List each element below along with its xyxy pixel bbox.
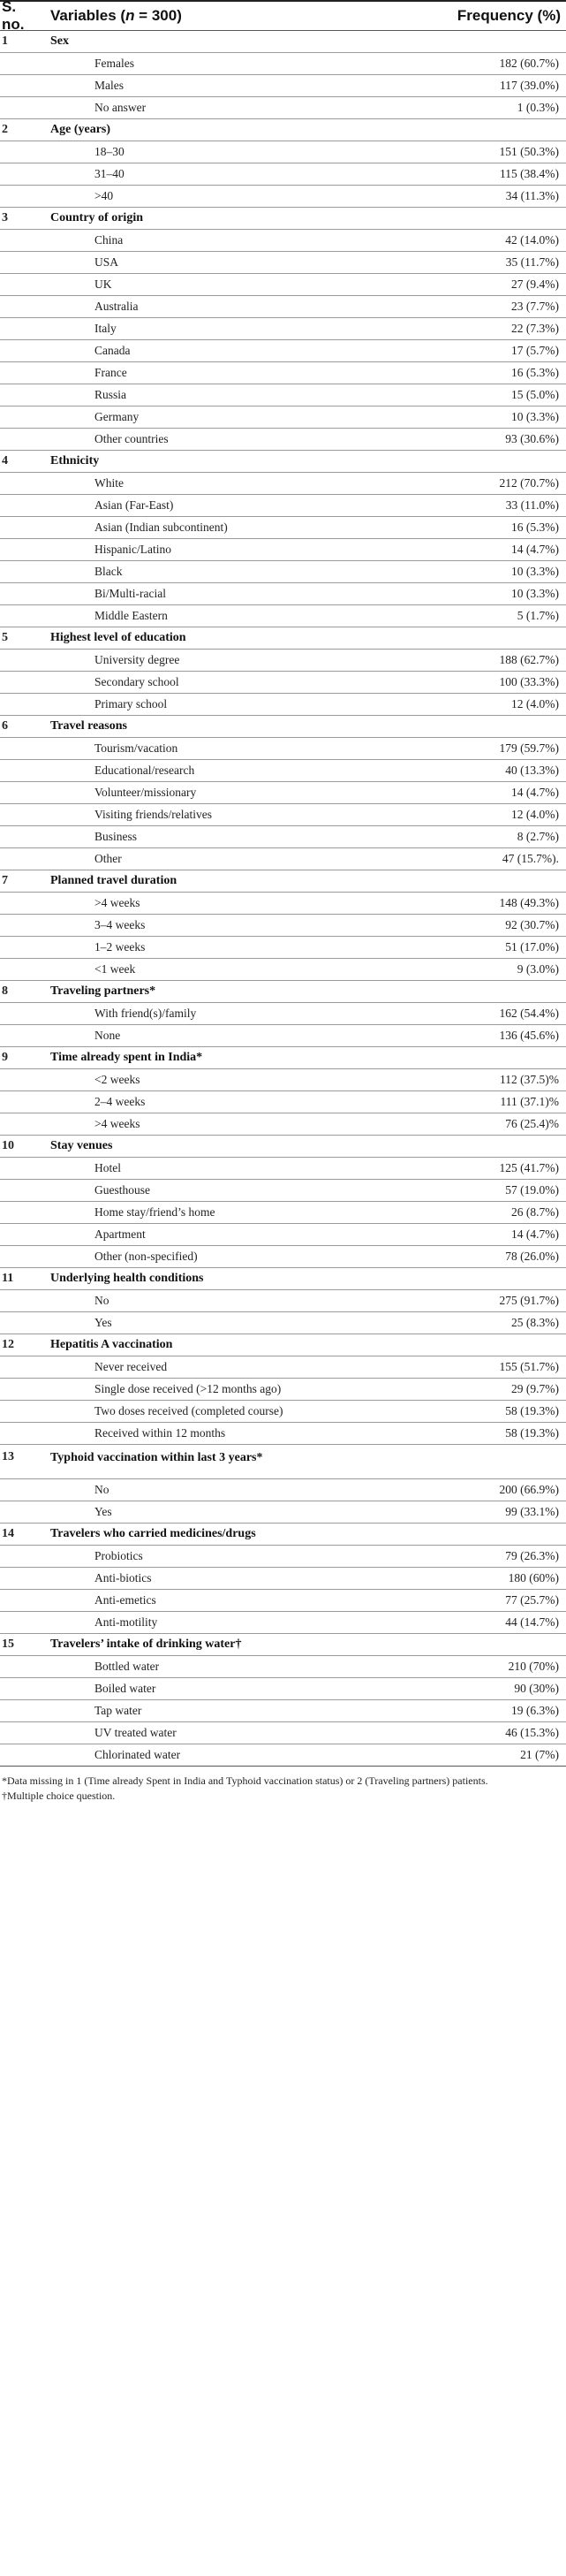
header-variables-n: n [125,7,135,24]
frequency-value: 33 (11.0%) [505,498,559,512]
variable-label: Visiting friends/relatives [94,808,213,821]
variable-label: Yes [94,1505,112,1518]
category-title: Age (years) [50,123,111,136]
variable-label: France [94,366,127,379]
variable-label: Received within 12 months [94,1426,226,1440]
frequency-value: 22 (7.3%) [511,322,559,335]
category-row [0,981,566,1002]
frequency-value: 1 (0.3%) [517,101,559,114]
variable-label: Black [94,565,123,578]
frequency-value: 17 (5.7%) [511,344,559,357]
table-row [0,75,566,96]
table-row [0,517,566,538]
row-number: 14 [2,1527,14,1540]
table-row [0,804,566,825]
frequency-value: 47 (15.7%). [502,852,559,865]
table-row [0,274,566,295]
variable-label: Business [94,830,138,843]
category-title: Travel reasons [50,719,127,733]
variable-label: >4 weeks [94,896,140,909]
table-row [0,760,566,781]
category-title: Country of origin [50,211,143,224]
variable-label: Australia [94,300,139,313]
table-row [0,407,566,428]
table-row [0,296,566,317]
variable-label: Other countries [94,432,169,445]
category-row [0,1445,566,1478]
table-row [0,1180,566,1201]
variable-label: Italy [94,322,117,335]
variable-label: Hispanic/Latino [94,543,171,556]
frequency-value: 100 (33.3%) [499,675,559,688]
table-row [0,893,566,914]
frequency-value: 78 (26.0%) [505,1250,559,1263]
variable-label: 2–4 weeks [94,1095,146,1108]
table-row [0,937,566,958]
table-body [0,31,566,1766]
frequency-value: 112 (37.5)% [500,1073,559,1086]
variable-label: <1 week [94,962,136,976]
frequency-value: 19 (6.3%) [511,1704,559,1717]
table-row [0,1722,566,1744]
table-row [0,1656,566,1677]
frequency-value: 26 (8.7%) [511,1205,559,1219]
table-section [0,716,566,870]
variable-label: Asian (Indian subcontinent) [94,521,228,534]
category-row [0,1136,566,1157]
variable-label: Anti-biotics [94,1571,152,1584]
frequency-value: 14 (4.7%) [511,1227,559,1241]
category-row [0,716,566,737]
table-row [0,53,566,74]
variable-label: With friend(s)/family [94,1007,197,1020]
table-row [0,186,566,207]
row-number: 3 [2,211,8,224]
category-row [0,119,566,141]
frequency-value: 35 (11.7%) [505,255,559,269]
variable-label: Anti-motility [94,1615,158,1629]
frequency-value: 162 (54.4%) [499,1007,559,1020]
category-row [0,870,566,892]
variable-label: Chlorinated water [94,1748,181,1761]
frequency-value: 76 (25.4)% [505,1117,559,1130]
variable-label: University degree [94,653,180,666]
variable-label: No [94,1483,109,1496]
frequency-value: 42 (14.0%) [505,233,559,247]
table-row [0,1678,566,1699]
row-number: 8 [2,984,8,998]
variable-label: White [94,476,124,490]
table-row [0,1590,566,1611]
table-row [0,1356,566,1378]
frequency-value: 14 (4.7%) [511,543,559,556]
category-title: Travelers who carried medicines/drugs [50,1527,256,1540]
table-section [0,31,566,119]
category-row [0,1047,566,1068]
table-header [0,0,566,33]
category-title: Ethnicity [50,454,100,467]
table-row [0,1113,566,1135]
variable-label: Two doses received (completed course) [94,1404,283,1417]
frequency-value: 148 (49.3%) [499,896,559,909]
category-title: Travelers’ intake of drinking water† [50,1638,242,1651]
variable-label: Bi/Multi-racial [94,587,166,600]
frequency-value: 275 (91.7%) [499,1294,559,1307]
table-row [0,340,566,361]
variable-label: >4 weeks [94,1117,140,1130]
frequency-value: 188 (62.7%) [499,653,559,666]
category-row [0,1634,566,1655]
table-row [0,252,566,273]
row-number: 10 [2,1139,14,1152]
table-row [0,1401,566,1422]
variable-label: Other (non-specified) [94,1250,198,1263]
variable-label: Russia [94,388,127,401]
variable-label: >40 [94,189,114,202]
frequency-value: 125 (41.7%) [499,1161,559,1174]
frequency-value: 111 (37.1)% [500,1095,559,1108]
footnotes [0,1767,566,1803]
category-row [0,627,566,649]
variable-label: UK [94,277,112,291]
frequency-value: 155 (51.7%) [499,1360,559,1373]
variable-label: China [94,233,124,247]
frequency-value: 12 (4.0%) [511,808,559,821]
table-row [0,915,566,936]
table-row [0,1612,566,1633]
variable-label: UV treated water [94,1726,177,1739]
table-row [0,1290,566,1311]
variable-label: Volunteer/missionary [94,786,197,799]
category-row [0,208,566,229]
variable-label: USA [94,255,119,269]
table-row [0,650,566,671]
table-row [0,782,566,803]
table-section [0,1268,566,1334]
row-number: 15 [2,1638,14,1651]
frequency-value: 23 (7.7%) [511,300,559,313]
table-row [0,1246,566,1267]
frequency-value: 21 (7%) [520,1748,559,1761]
variable-label: Germany [94,410,140,423]
row-number: 7 [2,874,8,887]
table-row [0,1379,566,1400]
table-row [0,1091,566,1113]
frequency-value: 92 (30.7%) [505,918,559,931]
frequency-value: 46 (15.3%) [505,1726,559,1739]
frequency-value: 5 (1.7%) [517,609,559,622]
table-row [0,384,566,406]
frequency-value: 77 (25.7%) [505,1593,559,1607]
row-number: 5 [2,631,8,644]
table-row [0,1025,566,1046]
frequency-value: 29 (9.7%) [511,1382,559,1395]
table-row [0,1568,566,1589]
frequency-value: 180 (60%) [508,1571,559,1584]
row-number: 11 [2,1272,14,1285]
variable-label: Yes [94,1316,112,1329]
category-title: Highest level of education [50,631,186,644]
variable-label: Secondary school [94,675,179,688]
frequency-value: 8 (2.7%) [517,830,559,843]
variable-label: Middle Eastern [94,609,168,622]
variable-label: Primary school [94,697,168,710]
frequency-value: 10 (3.3%) [511,587,559,600]
variable-label: Boiled water [94,1682,156,1695]
variable-label: Never received [94,1360,168,1373]
frequency-value: 182 (60.7%) [499,57,559,70]
frequency-value: 57 (19.0%) [505,1183,559,1197]
variable-label: Probiotics [94,1549,143,1562]
frequency-value: 151 (50.3%) [499,145,559,158]
header-sno: S. no. [2,0,25,33]
frequency-value: 16 (5.3%) [511,521,559,534]
table-row [0,1003,566,1024]
frequency-value: 58 (19.3%) [505,1404,559,1417]
table-row [0,1069,566,1090]
frequency-value: 27 (9.4%) [511,277,559,291]
table-row [0,672,566,693]
frequency-value: 12 (4.0%) [511,697,559,710]
frequency-value: 210 (70%) [508,1660,559,1673]
frequency-value: 115 (38.4%) [500,167,559,180]
variable-label: Other [94,852,122,865]
frequency-value: 14 (4.7%) [511,786,559,799]
table-row [0,1479,566,1501]
table-section [0,1524,566,1634]
variable-label: 3–4 weeks [94,918,146,931]
frequency-value: 51 (17.0%) [505,940,559,954]
variable-label: Guesthouse [94,1183,150,1197]
row-number: 12 [2,1338,14,1351]
row-number: 6 [2,719,8,733]
category-title: Planned travel duration [50,874,177,887]
category-row [0,1524,566,1545]
table-row [0,97,566,118]
variable-label: Canada [94,344,131,357]
table-section [0,1634,566,1766]
frequency-value: 93 (30.6%) [505,432,559,445]
category-title: Traveling partners* [50,984,156,998]
category-title: Hepatitis A vaccination [50,1338,173,1351]
variable-label: Asian (Far-East) [94,498,174,512]
table-row [0,230,566,251]
variable-label: Home stay/friend’s home [94,1205,215,1219]
table-section [0,119,566,208]
category-row [0,31,566,52]
category-row [0,1268,566,1289]
row-number: 9 [2,1051,8,1064]
row-number: 2 [2,123,8,136]
frequency-value: 9 (3.0%) [517,962,559,976]
variable-label: None [94,1029,121,1042]
category-row [0,451,566,472]
table-row [0,561,566,582]
table-row [0,826,566,847]
frequency-value: 40 (13.3%) [505,764,559,777]
category-title: Sex [50,34,69,48]
table-row [0,1224,566,1245]
table-row [0,1423,566,1444]
table-row [0,429,566,450]
table-row [0,1546,566,1567]
table-row [0,495,566,516]
variable-label: Apartment [94,1227,146,1241]
variable-label: <2 weeks [94,1073,140,1086]
frequency-value: 79 (26.3%) [505,1549,559,1562]
table-row [0,694,566,715]
footnote-missing-data: *Data missing in 1 (Time already Spent in India and Typhoid vaccination status) or 2 (Traveling partners) patients. [2,1774,488,1787]
frequency-value: 212 (70.7%) [499,476,559,490]
variable-label: 18–30 [94,145,125,158]
variable-label: Single dose received (>12 months ago) [94,1382,282,1395]
table-row [0,163,566,185]
frequency-value: 10 (3.3%) [511,565,559,578]
frequency-value: 10 (3.3%) [511,410,559,423]
frequency-value: 179 (59.7%) [499,741,559,755]
header-variables [42,7,388,25]
frequency-value: 16 (5.3%) [511,366,559,379]
category-title: Typhoid vaccination within last 3 years* [50,1451,263,1464]
table-section [0,1445,566,1524]
table-row [0,1501,566,1523]
table-row [0,605,566,627]
frequency-value: 90 (30%) [514,1682,559,1695]
variable-label: No [94,1294,109,1307]
frequency-value: 44 (14.7%) [505,1615,559,1629]
frequency-value: 200 (66.9%) [499,1483,559,1496]
variable-label: 1–2 weeks [94,940,146,954]
variable-label: Females [94,57,134,70]
variable-label: Educational/research [94,764,195,777]
table-row [0,583,566,604]
header-variables-prefix: Variables ( [50,7,126,24]
table-row [0,1700,566,1721]
row-number: 13 [2,1450,14,1463]
table-row [0,1744,566,1766]
footnote-multiple-choice: †Multiple choice question. [2,1790,116,1802]
table-row [0,473,566,494]
header-variables-suffix: = 300) [134,7,182,24]
category-title: Stay venues [50,1139,113,1152]
table-row [0,1158,566,1179]
table-section [0,870,566,981]
table-row [0,959,566,980]
frequency-value: 58 (19.3%) [505,1426,559,1440]
table-section [0,627,566,716]
frequency-value: 136 (45.6%) [499,1029,559,1042]
frequency-value: 25 (8.3%) [511,1316,559,1329]
table-section [0,1136,566,1268]
frequency-value: 15 (5.0%) [511,388,559,401]
frequency-value: 117 (39.0%) [500,79,559,92]
table-row [0,141,566,163]
table-row [0,1312,566,1334]
variable-label: Tourism/vacation [94,741,178,755]
category-title: Time already spent in India* [50,1051,203,1064]
table-row [0,318,566,339]
table-row [0,362,566,384]
category-row [0,1334,566,1356]
variable-label: Males [94,79,124,92]
table-row [0,539,566,560]
variable-label: Hotel [94,1161,121,1174]
table-section [0,981,566,1047]
variable-label: 31–40 [94,167,125,180]
frequency-value: 99 (33.1%) [505,1505,559,1518]
variable-label: Tap water [94,1704,142,1717]
category-title: Underlying health conditions [50,1272,204,1285]
table-section [0,451,566,627]
table-section [0,1334,566,1445]
row-number: 4 [2,454,8,467]
variable-label: Bottled water [94,1660,160,1673]
table-row [0,848,566,870]
frequency-value: 34 (11.3%) [505,189,559,202]
row-number: 1 [2,34,8,48]
table-section [0,1047,566,1136]
header-frequency: Frequency (%) [457,7,561,24]
table-section [0,208,566,451]
variable-label: No answer [94,101,147,114]
table-row [0,738,566,759]
variable-label: Anti-emetics [94,1593,156,1607]
table-row [0,1202,566,1223]
